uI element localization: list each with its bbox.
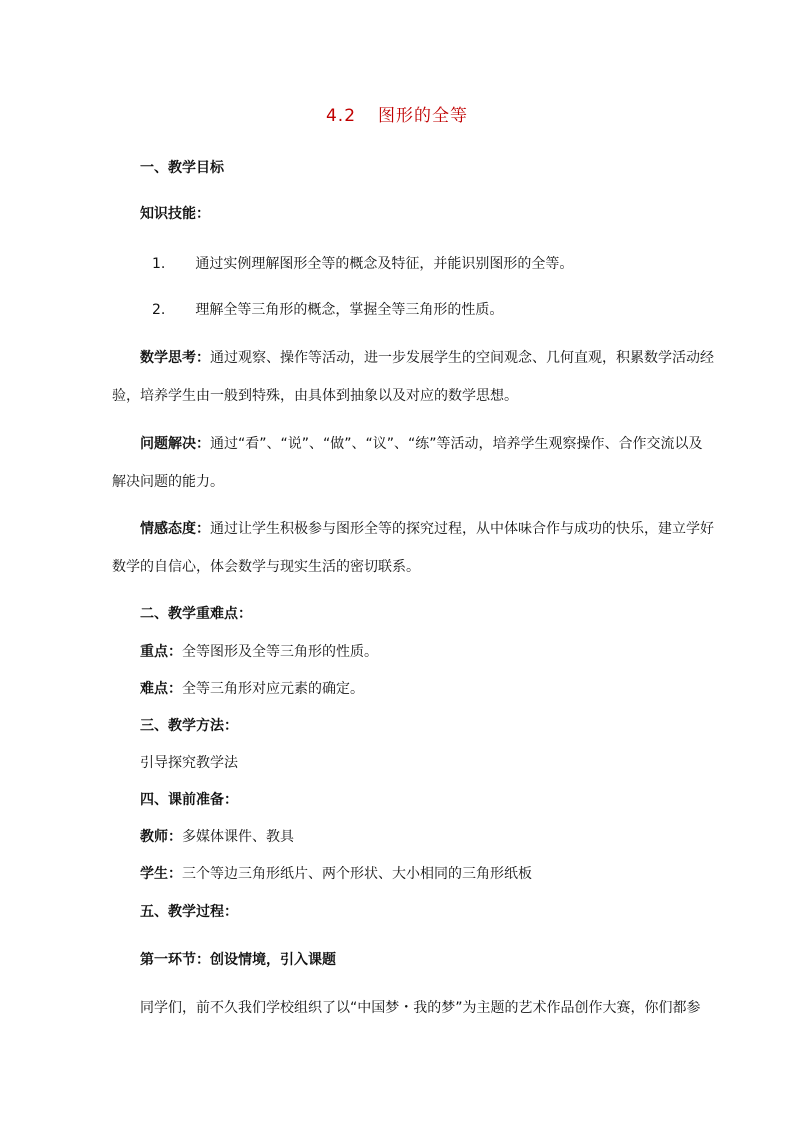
title-text: 图形的全等 — [378, 106, 469, 126]
body-paragraph: 同学们，前不久我们学校组织了以“中国梦・我的梦”为主题的艺术作品创作大赛，你们都参 — [140, 1000, 701, 1016]
key-point: 重点：全等图形及全等三角形的性质。 — [140, 644, 378, 660]
key-points-heading: 二、教学重难点： — [140, 606, 252, 622]
student-prep: 学生：三个等边三角形纸片、两个形状、大小相同的三角形纸板 — [140, 866, 532, 882]
attitude-line-1: 情感态度：通过让学生积极参与图形全等的探究过程，从中体味合作与成功的快乐，建立学好 — [140, 521, 714, 537]
teacher-prep: 教师：多媒体课件、教具 — [140, 829, 294, 845]
knowledge-item-1 — [152, 254, 573, 274]
item-number: 1. — [152, 256, 166, 272]
method-text: 引导探究教学法 — [140, 755, 238, 771]
math-thinking-line-1: 数学思考：通过观察、操作等活动，进一步发展学生的空间观念、几何直观，积累数学活动经 — [140, 350, 714, 366]
attitude-label: 情感态度： — [140, 521, 210, 537]
problem-solving-line-1: 问题解决：通过“看”、“说”、“做”、“议”、“练”等活动，培养学生观察操作、合作交流以及 — [140, 436, 703, 452]
problem-solving-line-2: 解决问题的能力。 — [112, 474, 224, 490]
item-number: 2. — [152, 302, 166, 318]
math-thinking-label: 数学思考： — [140, 350, 210, 366]
item-text: 通过实例理解图形全等的概念及特征，并能识别图形的全等。 — [195, 256, 574, 272]
goals-heading: 一、教学目标 — [140, 160, 224, 176]
difficulty: 难点：全等三角形对应元素的确定。 — [140, 681, 364, 697]
method-heading: 三、教学方法： — [140, 718, 238, 734]
item-text: 理解全等三角形的概念，掌握全等三角形的性质。 — [195, 302, 504, 318]
attitude-line-2: 数学的自信心，体会数学与现实生活的密切联系。 — [112, 559, 420, 575]
math-thinking-line-2: 验，培养学生由一般到特殊，由具体到抽象以及对应的数学思想。 — [112, 388, 518, 404]
knowledge-item-2 — [152, 300, 503, 320]
process-heading: 五、教学过程： — [140, 904, 238, 920]
page-title — [0, 104, 794, 128]
prep-heading: 四、课前准备： — [140, 792, 238, 808]
section-number: 4.2 — [325, 106, 357, 126]
knowledge-heading: 知识技能： — [140, 206, 210, 222]
problem-solving-label: 问题解决： — [140, 436, 210, 452]
step1-heading: 第一环节：创设情境，引入课题 — [140, 952, 336, 968]
